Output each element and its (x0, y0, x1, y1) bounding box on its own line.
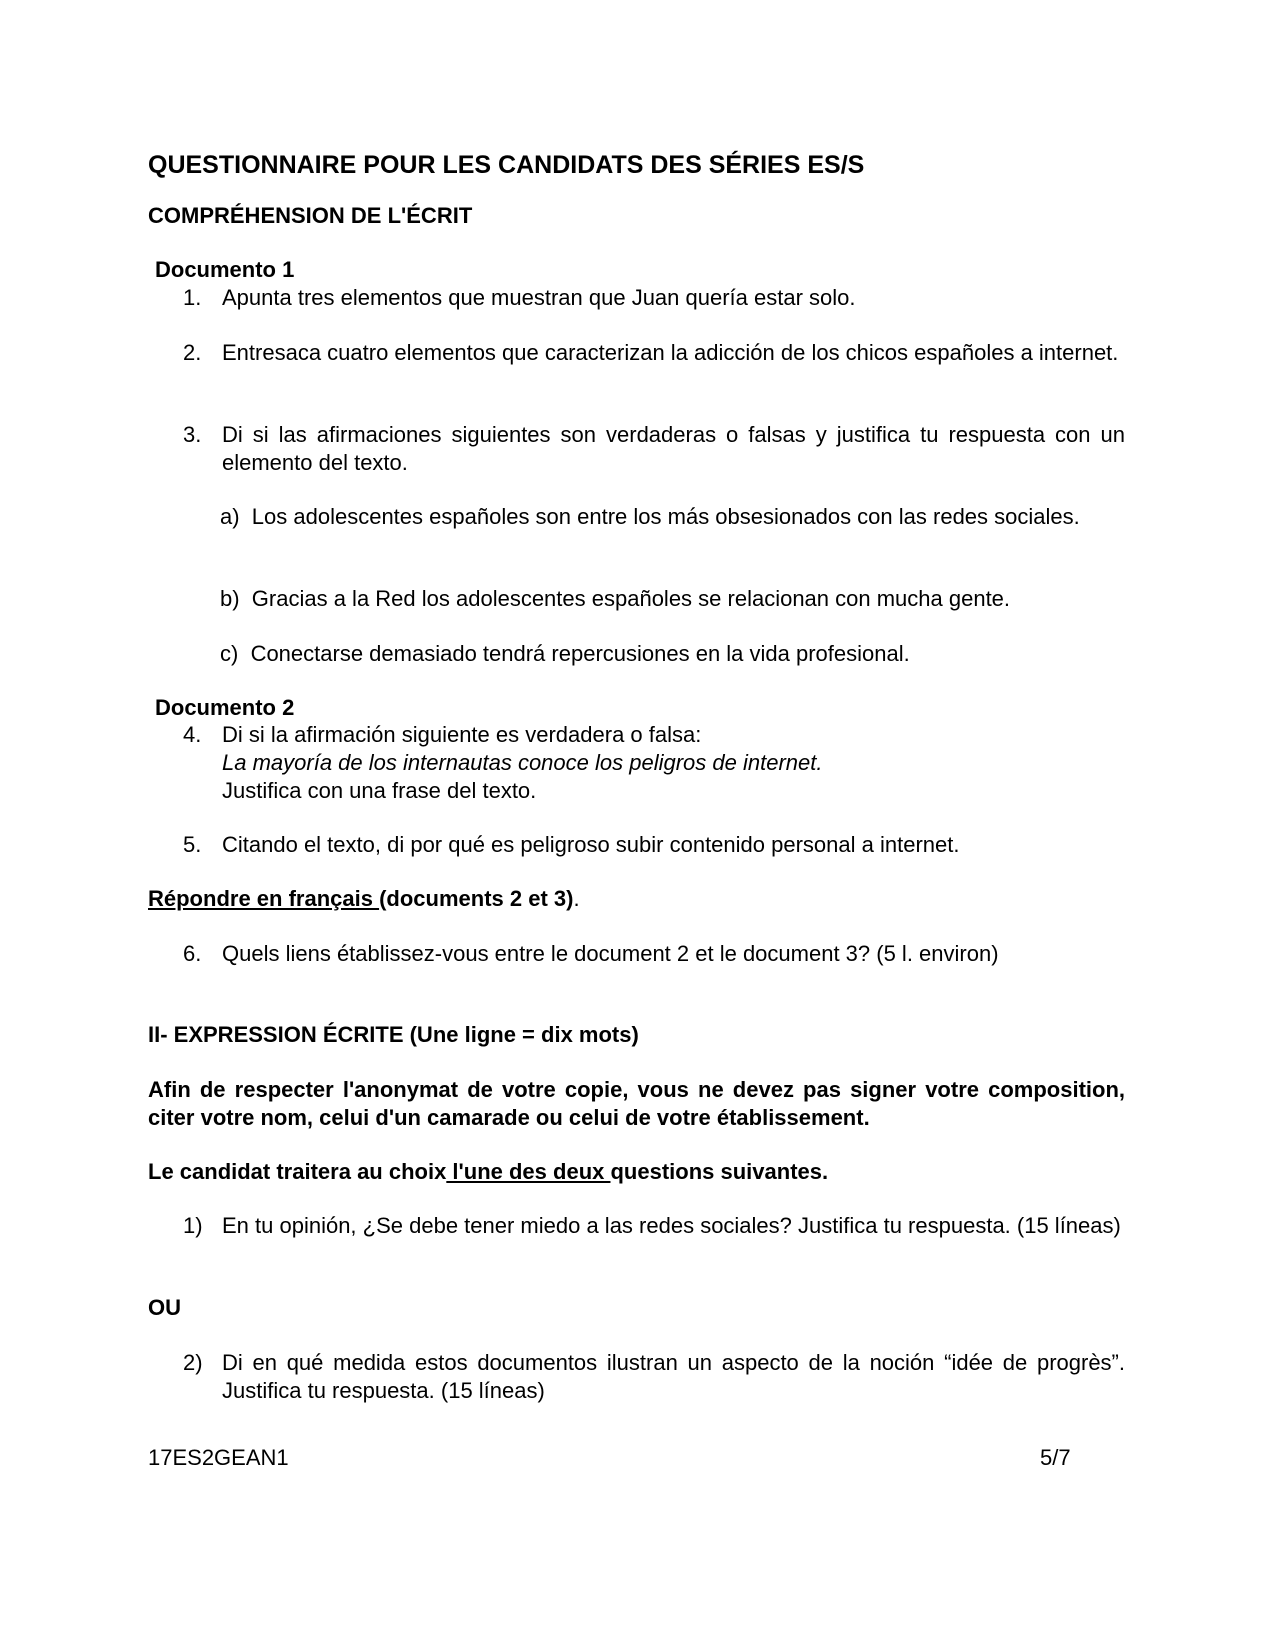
question-text: Entresaca cuatro elementos que caracterizan la adicción de los chicos españoles a internet. (222, 340, 1119, 365)
french-instruction-underlined: Répondre en français (148, 886, 380, 911)
question-number: 1) (183, 1213, 203, 1238)
question-number: 1. (183, 285, 202, 310)
question-body (222, 721, 1125, 805)
sub-question-b (220, 585, 1010, 613)
question-number: 5. (183, 832, 202, 857)
question-text: En tu opinión, ¿Se debe tener miedo a las redes sociales? Justifica tu respuesta. (15 líneas) (222, 1213, 1121, 1238)
or-separator: OU (148, 1295, 181, 1320)
question-instruction: Justifica con una frase del texto. (222, 778, 537, 803)
french-instruction-documents: (documents 2 et 3) (379, 886, 574, 911)
statement-quote: La mayoría de los internautas conoce los peligros de internet. (222, 750, 823, 775)
sub-question-label: b) (220, 586, 240, 611)
sub-question-a (205, 503, 1125, 531)
french-instruction-period: . (573, 886, 580, 911)
question-text: Quels liens établissez-vous entre le document 2 et le document 3? (5 l. environ) (222, 941, 999, 966)
question-number: 6. (183, 941, 202, 966)
sub-question-text: Gracias a la Red los adolescentes españoles se relacionan con mucha gente. (251, 586, 1011, 611)
document-2-heading: Documento 2 (155, 695, 295, 720)
question-text: Di si la afirmación siguiente es verdadera o falsa: (222, 722, 702, 747)
choice-text-underlined: l'une des deux (446, 1159, 611, 1184)
choice-instruction (148, 1158, 828, 1186)
anonymity-notice: Afin de respecter l'anonymat de votre copie, vous ne devez pas signer votre composition, citer votre nom, celui d'un camarade ou celui de votre établissement. (148, 1077, 1125, 1130)
question-number: 2. (183, 340, 202, 365)
sub-question-text: Conectarse demasiado tendrá repercusiones en la vida profesional. (250, 641, 910, 666)
question-text: Di si las afirmaciones siguientes son verdaderas o falsas y justifica tu respuesta con un elemento del texto. (222, 422, 1125, 475)
question-number: 2) (183, 1350, 203, 1375)
sub-question-label: a) (220, 504, 240, 529)
question-number: 3. (183, 422, 202, 447)
sub-question-c (220, 640, 910, 668)
question-number: 4. (183, 722, 202, 747)
section-heading-expression: II- EXPRESSION ÉCRITE (Une ligne = dix mots) (148, 1022, 639, 1047)
question-text: Citando el texto, di por qué es peligroso subir contenido personal a internet. (222, 832, 960, 857)
question-text: Di en qué medida estos documentos ilustran un aspecto de la noción “idée de progrès”. Justifica tu respuesta. (15 líneas) (222, 1350, 1125, 1403)
sub-question-text: Los adolescentes españoles son entre los más obsesionados con las redes sociales. (251, 504, 1080, 529)
section-heading-comprehension: COMPRÉHENSION DE L'ÉCRIT (148, 203, 473, 228)
footer-page-number: 5/7 (1040, 1445, 1071, 1470)
choice-text-start: Le candidat traitera au choix (148, 1159, 447, 1184)
question-text: Apunta tres elementos que muestran que Juan quería estar solo. (222, 285, 856, 310)
sub-question-label: c) (220, 641, 239, 666)
french-instruction (148, 885, 580, 913)
choice-text-end: questions suivantes. (610, 1159, 829, 1184)
page-title: QUESTIONNAIRE POUR LES CANDIDATS DES SÉRIES ES/S (148, 151, 865, 179)
footer-code: 17ES2GEAN1 (148, 1445, 289, 1470)
document-1-heading: Documento 1 (155, 257, 295, 282)
